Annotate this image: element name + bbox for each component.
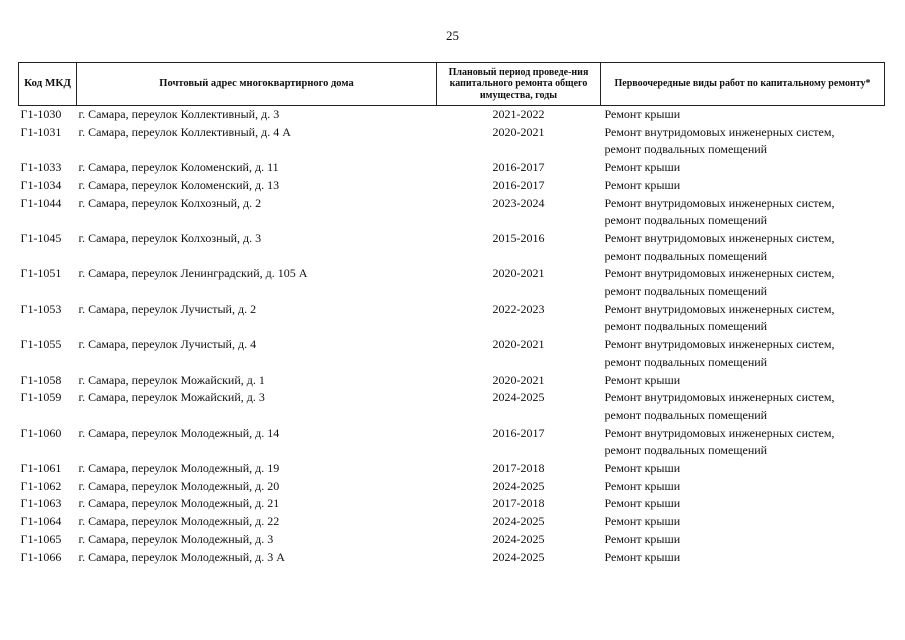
row-works [601,106,885,124]
work-line: Ремонт крыши [604,478,681,493]
row-period: 2024-2025 [492,549,545,564]
work-line: Ремонт крыши [604,514,681,529]
row-works [601,425,885,460]
work-line: ремонт подвальных помещений [604,407,768,422]
row-code: Г1-1034 [20,177,62,192]
work-line: Ремонт крыши [604,531,681,546]
row-address: г. Самара, переулок Коломенский, д. 13 [78,177,280,192]
row-code: Г1-1059 [20,390,62,405]
table-body [19,106,885,567]
table-row [19,513,885,531]
work-line: Ремонт крыши [604,177,681,192]
page-number: 25 [446,28,459,43]
row-period: 2016-2017 [492,160,545,175]
row-works [601,531,885,549]
work-line: Ремонт крыши [604,496,681,511]
row-period: 2016-2017 [492,177,545,192]
row-works [601,513,885,531]
table-row [19,124,885,159]
row-address: г. Самара, переулок Коломенский, д. 11 [78,160,279,175]
row-period: 2024-2025 [492,514,545,529]
work-line: Ремонт внутридомовых инженерных систем, [604,337,835,352]
row-address: г. Самара, переулок Молодежный, д. 21 [78,496,280,511]
row-code: Г1-1055 [20,337,62,352]
header-works: Первоочередные виды работ по капитальному ремонту* [601,63,885,106]
table-row [19,159,885,177]
table-row [19,372,885,390]
row-address: г. Самара, переулок Можайский, д. 1 [78,372,265,387]
row-period: 2017-2018 [492,461,545,476]
row-address: г. Самара, переулок Молодежный, д. 19 [78,461,280,476]
work-line: Ремонт крыши [604,107,681,121]
capital-repair-table [18,62,885,566]
row-address: г. Самара, переулок Колхозный, д. 3 [78,230,262,245]
row-period: 2022-2023 [492,301,545,316]
table-row [19,389,885,424]
table-header [19,63,885,106]
row-address: г. Самара, переулок Молодежный, д. 14 [78,425,280,440]
table-row [19,336,885,371]
table-row [19,195,885,230]
row-works [601,230,885,265]
header-row [19,63,885,106]
row-period: 2023-2024 [492,195,545,210]
row-code: Г1-1062 [20,478,62,493]
work-line: ремонт подвальных помещений [604,319,768,334]
row-period: 2016-2017 [492,425,545,440]
row-address: г. Самара, переулок Молодежный, д. 22 [78,514,280,529]
row-code: Г1-1053 [20,301,62,316]
row-works [601,389,885,424]
row-period: 2017-2018 [492,496,545,511]
row-period: 2020-2021 [492,337,545,352]
row-code: Г1-1066 [20,549,62,564]
row-works [601,177,885,195]
work-line: Ремонт внутридомовых инженерных систем, [604,301,835,316]
row-address: г. Самара, переулок Ленинградский, д. 105 А [78,266,308,281]
row-code: Г1-1051 [20,266,62,281]
row-address: г. Самара, переулок Лучистый, д. 2 [78,301,257,316]
row-period: 2015-2016 [492,230,545,245]
work-line: Ремонт внутридомовых инженерных систем, [604,230,835,245]
row-address: г. Самара, переулок Колхозный, д. 2 [78,195,262,210]
row-code: Г1-1030 [20,107,62,121]
row-period: 2024-2025 [492,478,545,493]
work-line: Ремонт внутридомовых инженерных систем, [604,266,835,281]
table-row [19,478,885,496]
work-line: ремонт подвальных помещений [604,248,768,263]
work-line: ремонт подвальных помещений [604,213,768,228]
row-code: Г1-1045 [20,230,62,245]
work-line: Ремонт внутридомовых инженерных систем, [604,195,835,210]
work-line: ремонт подвальных помещений [604,354,768,369]
row-code: Г1-1061 [20,461,62,476]
row-address: г. Самара, переулок Молодежный, д. 20 [78,478,280,493]
row-address: г. Самара, переулок Молодежный, д. 3 А [78,549,285,564]
row-period: 2020-2021 [492,266,545,281]
row-works [601,124,885,159]
row-works [601,301,885,336]
work-line: Ремонт крыши [604,372,681,387]
row-address: г. Самара, переулок Молодежный, д. 3 [78,531,274,546]
header-period: Плановый период проведе-ния капитального ремонта общего имущества, годы [437,63,601,106]
table-row [19,106,885,124]
row-code: Г1-1031 [20,124,62,139]
row-code: Г1-1064 [20,514,62,529]
row-works [601,495,885,513]
table-row [19,425,885,460]
row-period: 2020-2021 [492,124,545,139]
row-address: г. Самара, переулок Можайский, д. 3 [78,390,265,405]
work-line: ремонт подвальных помещений [604,443,768,458]
row-works [601,372,885,390]
row-works [601,478,885,496]
work-line: ремонт подвальных помещений [604,284,768,299]
table-row [19,177,885,195]
table-row [19,301,885,336]
work-line: Ремонт внутридомовых инженерных систем, [604,390,835,405]
row-works [601,159,885,177]
row-code: Г1-1063 [20,496,62,511]
row-address: г. Самара, переулок Коллективный, д. 4 А [78,124,291,139]
work-line: Ремонт внутридомовых инженерных систем, [604,425,835,440]
work-line: Ремонт внутридомовых инженерных систем, [604,124,835,139]
row-works [601,549,885,567]
row-address: г. Самара, переулок Коллективный, д. 3 [78,107,280,121]
row-code: Г1-1044 [20,195,62,210]
row-works [601,460,885,478]
table-row [19,265,885,300]
row-works [601,195,885,230]
row-period: 2024-2025 [492,531,545,546]
table-row [19,495,885,513]
table-row [19,460,885,478]
row-code: Г1-1060 [20,425,62,440]
work-line: Ремонт крыши [604,160,681,175]
row-code: Г1-1065 [20,531,62,546]
row-code: Г1-1033 [20,160,62,175]
row-period: 2020-2021 [492,372,545,387]
table-row [19,230,885,265]
row-address: г. Самара, переулок Лучистый, д. 4 [78,337,257,352]
row-works [601,265,885,300]
table-row [19,549,885,567]
row-works [601,336,885,371]
header-address: Почтовый адрес многоквартирного дома [77,63,437,106]
row-period: 2024-2025 [492,390,545,405]
work-line: Ремонт крыши [604,549,681,564]
header-code: Код МКД [19,63,77,106]
work-line: Ремонт крыши [604,461,681,476]
work-line: ремонт подвальных помещений [604,142,768,157]
table-row [19,531,885,549]
row-code: Г1-1058 [20,372,62,387]
row-period: 2021-2022 [492,107,545,121]
